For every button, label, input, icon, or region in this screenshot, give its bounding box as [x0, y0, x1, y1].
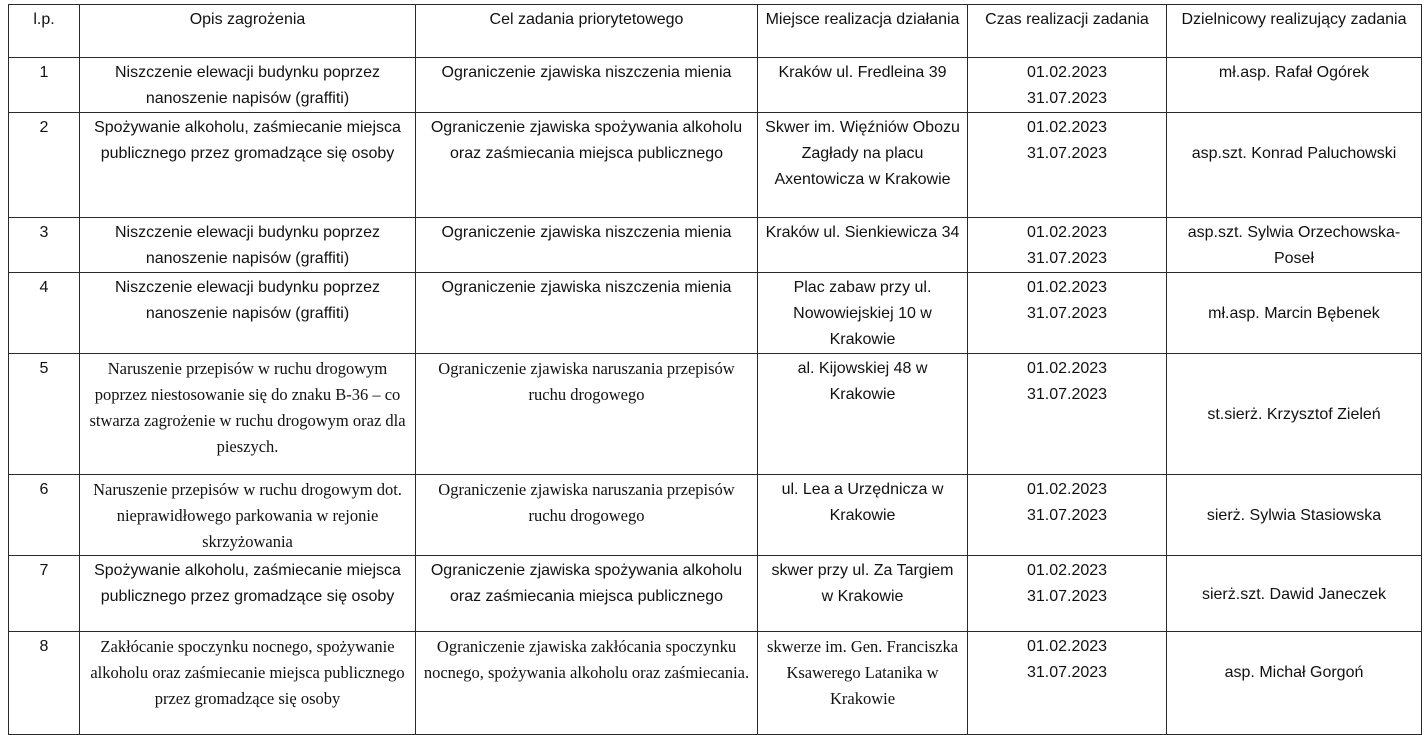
czas-do: 31.07.2023 [1026, 386, 1108, 403]
czas-do: 31.07.2023 [1026, 507, 1108, 524]
table-row [9, 475, 1422, 556]
cell-lp: 3 [9, 218, 80, 273]
czas-do: 31.07.2023 [1026, 145, 1108, 162]
cell-lp: 5 [9, 354, 80, 475]
cell-czas [968, 556, 1167, 632]
cell-opis: Niszczenie elewacji budynku poprzez nanoszenie napisów (graffiti) [80, 273, 416, 354]
cell-miejsce: skwer przy ul. Za Targiem w Krakowie [758, 556, 968, 632]
cell-cel: Ograniczenie zjawiska niszczenia mienia [416, 218, 758, 273]
czas-do: 31.07.2023 [1026, 588, 1108, 605]
cell-cel: Ograniczenie zjawiska naruszania przepisów ruchu drogowego [416, 354, 758, 475]
cell-czas [968, 475, 1167, 556]
cell-opis: Zakłócanie spoczynku nocnego, spożywanie alkoholu oraz zaśmiecanie miejsca publicznego przez gromadzące się osoby [80, 632, 416, 735]
cell-czas [968, 113, 1167, 218]
cell-opis: Spożywanie alkoholu, zaśmiecanie miejsca publicznego przez gromadzące się osoby [80, 556, 416, 632]
cell-dzielnicowy: asp.szt. Sylwia Orzechowska-Poseł [1167, 218, 1422, 273]
czas-do: 31.07.2023 [1026, 305, 1108, 322]
cell-cel: Ograniczenie zjawiska zakłócania spoczynku nocnego, spożywania alkoholu oraz zaśmiecania. [416, 632, 758, 735]
cell-miejsce: Kraków ul. Fredleina 39 [758, 58, 968, 113]
table-row [9, 273, 1422, 354]
czas-do: 31.07.2023 [1026, 664, 1108, 681]
cell-cel: Ograniczenie zjawiska spożywania alkoholu oraz zaśmiecania miejsca publicznego [416, 556, 758, 632]
table-row [9, 354, 1422, 475]
table-row [9, 58, 1422, 113]
cell-opis: Niszczenie elewacji budynku poprzez nanoszenie napisów (graffiti) [80, 218, 416, 273]
cell-miejsce: ul. Lea a Urzędnicza w Krakowie [758, 475, 968, 556]
czas-od: 01.02.2023 [1026, 360, 1108, 377]
table-row [9, 218, 1422, 273]
czas-do: 31.07.2023 [1026, 90, 1108, 107]
header-dzielnicowy: Dzielnicowy realizujący zadania [1167, 5, 1422, 58]
czas-do: 31.07.2023 [1026, 250, 1108, 267]
cell-opis: Niszczenie elewacji budynku poprzez nanoszenie napisów (graffiti) [80, 58, 416, 113]
czas-od: 01.02.2023 [1026, 279, 1108, 296]
cell-lp: 7 [9, 556, 80, 632]
czas-od: 01.02.2023 [1026, 481, 1108, 498]
cell-dzielnicowy: asp.szt. Konrad Paluchowski [1167, 113, 1422, 218]
cell-opis: Naruszenie przepisów w ruchu drogowym poprzez niestosowanie się do znaku B-36 – co stwarza zagrożenie w ruchu drogowym oraz dla pieszych. [80, 354, 416, 475]
cell-miejsce: Kraków ul. Sienkiewicza 34 [758, 218, 968, 273]
cell-opis: Spożywanie alkoholu, zaśmiecanie miejsca publicznego przez gromadzące się osoby [80, 113, 416, 218]
cell-lp: 6 [9, 475, 80, 556]
cell-lp: 8 [9, 632, 80, 735]
table-row [9, 556, 1422, 632]
table-row [9, 113, 1422, 218]
czas-od: 01.02.2023 [1026, 224, 1108, 241]
cell-dzielnicowy: mł.asp. Rafał Ogórek [1167, 58, 1422, 113]
cell-lp: 2 [9, 113, 80, 218]
header-row [9, 5, 1422, 58]
czas-od: 01.02.2023 [1026, 119, 1108, 136]
czas-od: 01.02.2023 [1026, 562, 1108, 579]
cell-czas [968, 354, 1167, 475]
header-czas: Czas realizacji zadania [968, 5, 1167, 58]
task-table [8, 4, 1422, 735]
czas-od: 01.02.2023 [1026, 64, 1108, 81]
cell-miejsce: skwerze im. Gen. Franciszka Ksawerego Latanika w Krakowie [758, 632, 968, 735]
cell-dzielnicowy: mł.asp. Marcin Bębenek [1167, 273, 1422, 354]
cell-cel: Ograniczenie zjawiska naruszania przepisów ruchu drogowego [416, 475, 758, 556]
header-miejsce: Miejsce realizacja działania [758, 5, 968, 58]
cell-dzielnicowy: asp. Michał Gorgoń [1167, 632, 1422, 735]
cell-cel: Ograniczenie zjawiska niszczenia mienia [416, 58, 758, 113]
cell-dzielnicowy: sierż.szt. Dawid Janeczek [1167, 556, 1422, 632]
header-cel: Cel zadania priorytetowego [416, 5, 758, 58]
cell-czas [968, 632, 1167, 735]
header-opis: Opis zagrożenia [80, 5, 416, 58]
cell-opis: Naruszenie przepisów w ruchu drogowym dot. nieprawidłowego parkowania w rejonie skrzyżowania [80, 475, 416, 556]
cell-miejsce: al. Kijowskiej 48 w Krakowie [758, 354, 968, 475]
cell-lp: 4 [9, 273, 80, 354]
czas-od: 01.02.2023 [1026, 638, 1108, 655]
cell-miejsce: Skwer im. Więźniów Obozu Zagłady na placu Axentowicza w Krakowie [758, 113, 968, 218]
cell-dzielnicowy: st.sierż. Krzysztof Zieleń [1167, 354, 1422, 475]
cell-czas [968, 58, 1167, 113]
cell-lp: 1 [9, 58, 80, 113]
cell-cel: Ograniczenie zjawiska niszczenia mienia [416, 273, 758, 354]
cell-czas [968, 218, 1167, 273]
cell-dzielnicowy: sierż. Sylwia Stasiowska [1167, 475, 1422, 556]
table-row [9, 632, 1422, 735]
cell-czas [968, 273, 1167, 354]
cell-cel: Ograniczenie zjawiska spożywania alkoholu oraz zaśmiecania miejsca publicznego [416, 113, 758, 218]
header-lp: l.p. [9, 5, 80, 58]
cell-miejsce: Plac zabaw przy ul. Nowowiejskiej 10 w Krakowie [758, 273, 968, 354]
